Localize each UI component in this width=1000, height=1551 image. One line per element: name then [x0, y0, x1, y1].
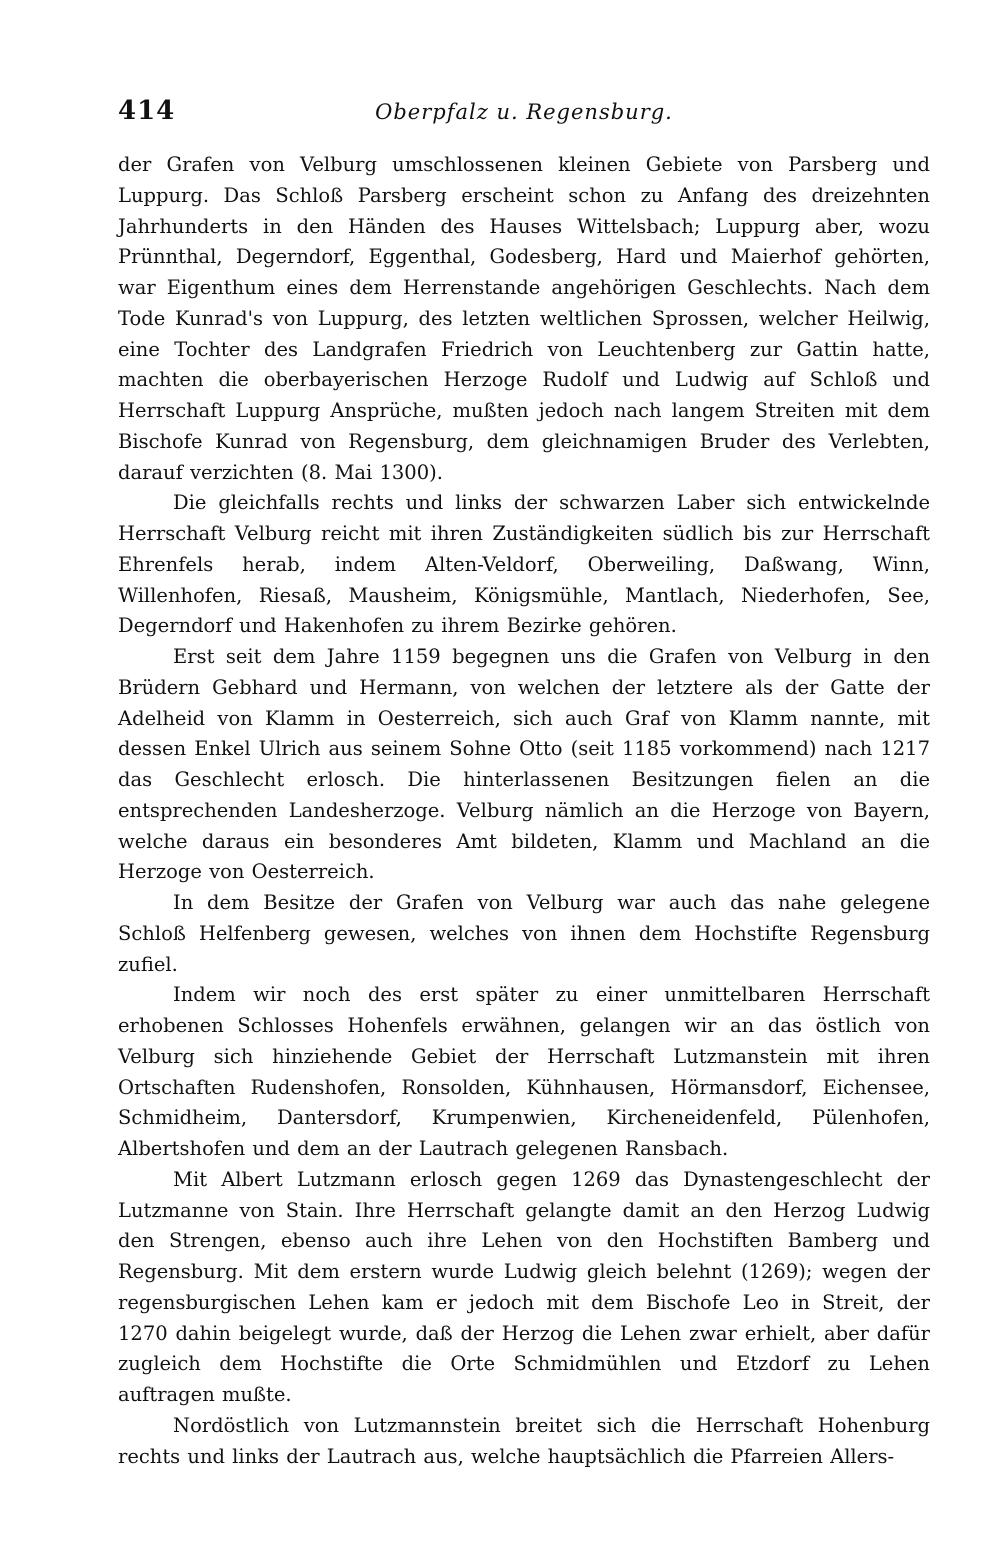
page-header: [118, 96, 930, 132]
page-number: 414: [118, 96, 176, 126]
paragraph-4: In dem Besitze der Grafen von Velburg war auch das nahe gelegene Schloß Helfenberg gewesen, welches von ihnen dem Hochstifte Regensburg zufiel.: [118, 891, 930, 976]
paragraph-7: Nordöstlich von Lutzmannstein breitet sich die Herrschaft Hohenburg rechts und links der Lautrach aus, welche hauptsächlich die Pfarreien Allers-: [118, 1413, 930, 1468]
body-text: [118, 150, 930, 1472]
paragraph-1: der Grafen von Velburg umschlossenen kleinen Gebiete von Parsberg und Luppurg. Das Schloß Parsberg erscheint schon zu Anfang des dreizehnten Jahrhunderts in den Händen des Hauses Wittelsbach; Luppurg aber, wozu Prünnthal, Degerndorf, Eggenthal, Godesberg, Hard und Maierhof gehörten, war Eigenthum eines dem Herrenstande angehörigen Geschlechts. Nach dem Tode Kunrad's von Luppurg, des letzten weltlichen Sprossen, welcher Heilwig, eine Tochter des Landgrafen Friedrich von Leuchtenberg zur Gattin hatte, machten die oberbayerischen Herzoge Rudolf und Ludwig auf Schloß und Herrschaft Luppurg Ansprüche, mußten jedoch nach langem Streiten mit dem Bischofe Kunrad von Regensburg, dem gleichnamigen Bruder des Verlebten, darauf verzichten (8. Mai 1300).: [118, 153, 930, 484]
paragraph-6: Mit Albert Lutzmann erlosch gegen 1269 das Dynastengeschlecht der Lutzmanne von Stain. Ihre Herrschaft gelangte damit an den Herzog Ludwig den Strengen, ebenso auch ihre Lehen von den Hochstiften Bamberg und Regensburg. Mit dem erstern wurde Ludwig gleich belehnt (1269); wegen der regensburgischen Lehen kam er jedoch mit dem Bischofe Leo in Streit, der 1270 dahin beigelegt wurde, daß der Herzog die Lehen zwar erhielt, aber dafür zugleich dem Hochstifte die Orte Schmidmühlen und Etzdorf zu Lehen auftragen mußte.: [118, 1167, 930, 1406]
running-title: Oberpfalz u. Regensburg.: [375, 100, 673, 124]
paragraph-3: Erst seit dem Jahre 1159 begegnen uns die Grafen von Velburg in den Brüdern Gebhard und Hermann, von welchen der letztere als der Gatte der Adelheid von Klamm in Oesterreich, sich auch Graf von Klamm nannte, mit dessen Enkel Ulrich aus seinem Sohne Otto (seit 1185 vorkommend) nach 1217 das Geschlecht erlosch. Die hinterlassenen Besitzungen fielen an die entsprechenden Landesherzoge. Velburg nämlich an die Herzoge von Bayern, welche daraus ein besonderes Amt bildeten, Klamm und Machland an die Herzoge von Oesterreich.: [118, 645, 930, 884]
paragraph-5: Indem wir noch des erst später zu einer unmittelbaren Herrschaft erhobenen Schlosses Hohenfels erwähnen, gelangen wir an das östlich von Velburg sich hinziehende Gebiet der Herrschaft Lutzmanstein mit ihren Ortschaften Rudenshofen, Ronsolden, Kühnhausen, Hörmansdorf, Eichensee, Schmidheim, Dantersdorf, Krumpenwien, Kircheneidenfeld, Pülenhofen, Albertshofen und dem an der Lautrach gelegenen Ransbach.: [118, 983, 930, 1160]
paragraph-2: Die gleichfalls rechts und links der schwarzen Laber sich entwickelnde Herrschaft Velburg reicht mit ihren Zuständigkeiten südlich bis zur Herrschaft Ehrenfels herab, indem Alten-Veldorf, Oberweiling, Daßwang, Winn, Willenhofen, Riesaß, Mausheim, Königsmühle, Mantlach, Niederhofen, See, Degerndorf und Hakenhofen zu ihrem Bezirke gehören.: [118, 491, 930, 638]
